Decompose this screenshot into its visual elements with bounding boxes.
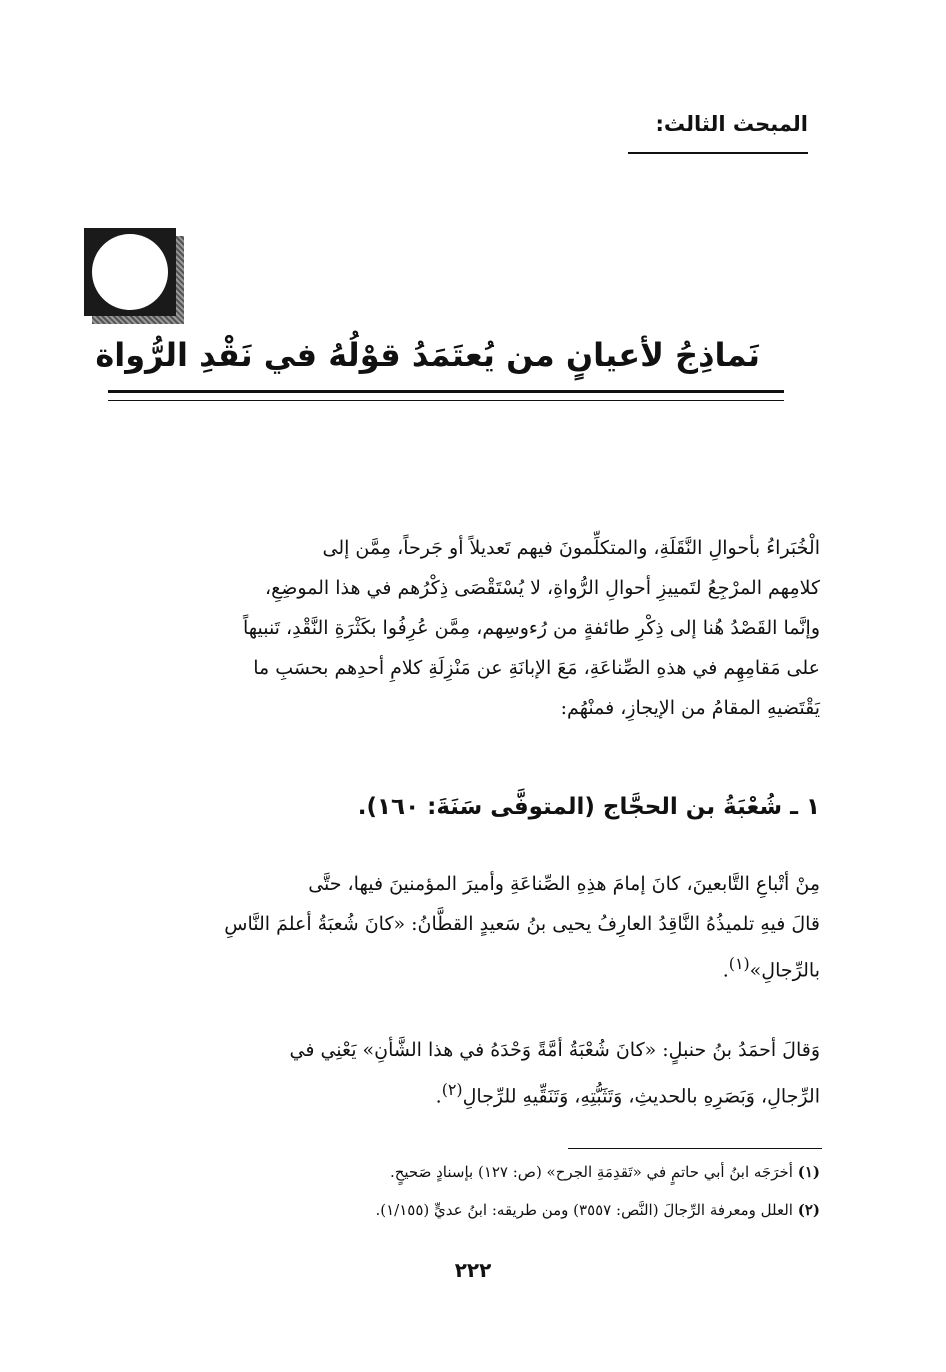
intro-line: وإنَّما القَصْدُ هُنا إلى ذِكْرِ طائفةٍ من رُءوسِهم، مِمَّن عُرِفُوا بكَثْرَةِ النَّقْدِ، تَنبيهاً (242, 617, 820, 639)
footnote (120, 1198, 820, 1222)
page-number: ٢٢٢ (454, 1258, 492, 1282)
intro-line: على مَقامِهِم في هذهِ الصِّناعَةِ، مَعَ الإبانَةِ عن مَنْزِلَةِ كلامِ أحدِهم بحسَبِ ما (253, 657, 820, 679)
intro-paragraph (80, 528, 820, 728)
paragraph-line: الرِّجالِ، وَبَصَرِهِ بالحديثِ، وَتَثَبُّتِهِ، وَتَنَقِّيهِ للرِّجالِ$^{(٢)}$. (435, 1080, 820, 1108)
paragraph-line: مِنْ أتْباعِ التَّابعينَ، كانَ إمامَ هذِهِ الصِّناعَةِ وأميرَ المؤمنينَ فيها، حتَّى (308, 873, 820, 895)
footnote (120, 1160, 820, 1184)
paragraph-line: بالرِّجالِ»$^{(١)}$. (722, 954, 820, 982)
footnote-number: (١) (797, 1163, 820, 1181)
chapter-ornament-icon (84, 228, 184, 324)
footnote-text: أخرَجَه ابنُ أبي حاتمٍ في «تَقدِمَةِ الجرح» (ص: ١٢٧) بإسنادٍ صَحيحٍ. (389, 1163, 793, 1181)
entry-paragraph-2 (80, 1030, 820, 1116)
intro-line: يَقْتَضيهِ المقامُ من الإيجازِ، فمنْهُم: (560, 697, 820, 719)
title-underline-thin (108, 400, 784, 401)
section-underline (628, 152, 808, 154)
intro-line: الْخُبَراءُ بأحوالِ النَّقَلَةِ، والمتكلِّمونَ فيهم تَعديلاً أو جَرحاً، مِمَّن إلى (322, 537, 820, 559)
paragraph-line: وَقالَ أحمَدُ بنُ حنبلٍ: «كانَ شُعْبَةُ أمَّةً وَحْدَهُ في هذا الشَّأنِ» يَعْنِي في (289, 1039, 820, 1061)
footnote-separator (568, 1148, 822, 1149)
intro-line: كلامِهم المرْجِعُ لتَمييزِ أحوالِ الرُّواةِ، لا يُسْتَقْصَى ذِكْرُهم في هذا الموضِعِ، (264, 577, 820, 599)
footnote-ref[interactable]: (١) (728, 954, 750, 973)
footnote-text: العلل ومعرفة الرِّجالَ (النَّص: ٣٥٥٧) ومن طريقه: ابنُ عديٍّ (١/١٥٥). (375, 1201, 793, 1219)
footnote-ref[interactable]: (٢) (441, 1080, 463, 1099)
paragraph-line: قالَ فيهِ تلميذُهُ النَّاقِدُ العارِفُ يحيى بنُ سَعيدٍ القطَّانُ: «كانَ شُعبَةُ أعلمَ النَّاسِ (224, 913, 820, 935)
section-label: المبحث الثالث: (655, 112, 808, 136)
chapter-title: نَماذِجُ لأعيانٍ من يُعتَمَدُ قوْلُهُ في نَقْدِ الرُّواة (95, 336, 760, 374)
footnote-number: (٢) (797, 1201, 820, 1219)
title-underline (108, 390, 784, 393)
entry-paragraph-1 (80, 864, 820, 990)
entry-heading: ١ ـ شُعْبَةُ بن الحجَّاج (المتوفَّى سَنَةَ: ١٦٠). (357, 794, 820, 820)
